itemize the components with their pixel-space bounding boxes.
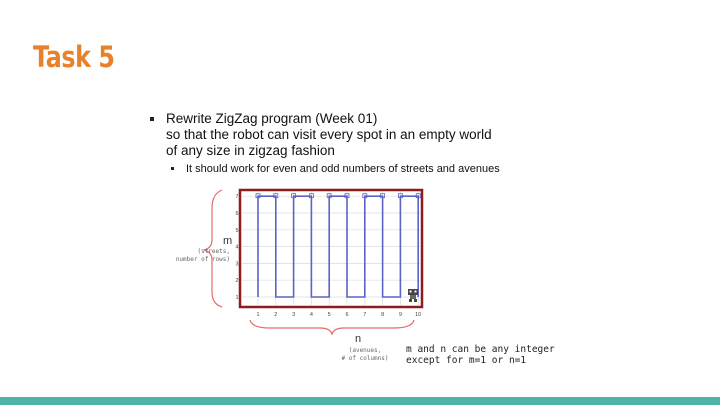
n-label: n [355,333,362,345]
bullet-sub [168,162,570,176]
sub-bullet-marker [168,162,174,170]
bullet-main-line-1: Rewrite ZigZag program (Week 01) [166,111,378,126]
x-tick-label: 7 [363,312,367,318]
x-tick-label: 10 [415,312,422,318]
x-tick-label: 6 [345,312,349,318]
bullet-main [150,111,570,159]
slide-title: Task 5 [33,40,115,74]
note-line-2: except for m=1 or n=1 [406,355,527,366]
robot-icon [408,289,418,302]
n-caption [310,347,420,363]
note-line-1: m and n can be any integer [406,344,555,355]
n-brace [250,320,414,334]
y-tick-label: 3 [235,261,239,268]
footer-bar [0,397,720,405]
y-tick-label: 2 [235,278,239,285]
x-tick-label: 5 [327,312,331,318]
bullet-sub-text: It should work for even and odd numbers of streets and avenues [186,163,500,175]
y-tick-label: 7 [235,194,239,201]
m-caption-line-1: (streets, [197,248,230,255]
y-tick-label: 5 [235,227,239,234]
world-border [240,190,422,307]
bullet-list [150,111,570,176]
bullet-main-line-3: of any size in zigzag fashion [166,143,335,158]
n-caption-line-2: # of columns) [341,355,389,362]
m-caption [162,248,230,264]
bullet-main-line-2: so that the robot can visit every spot in an empty world [166,127,492,142]
y-tick-label: 1 [235,295,239,301]
x-tick-label: 1 [256,312,260,318]
x-tick-label: 2 [274,312,278,318]
x-tick-label: 8 [381,312,385,318]
bullet-marker [150,111,154,121]
y-tick-label: 4 [235,244,239,251]
x-tick-label: 9 [398,312,402,318]
n-caption-line-1: (avenues, [348,347,382,354]
m-label: m [223,235,233,247]
grid-lines [242,192,420,305]
m-caption-line-2: number of rows) [175,256,230,263]
x-tick-label: 3 [292,312,296,318]
zigzag-figure [160,188,560,368]
constraint-note [406,344,566,366]
y-tick-label: 6 [235,211,239,217]
x-tick-label: 4 [309,312,313,318]
